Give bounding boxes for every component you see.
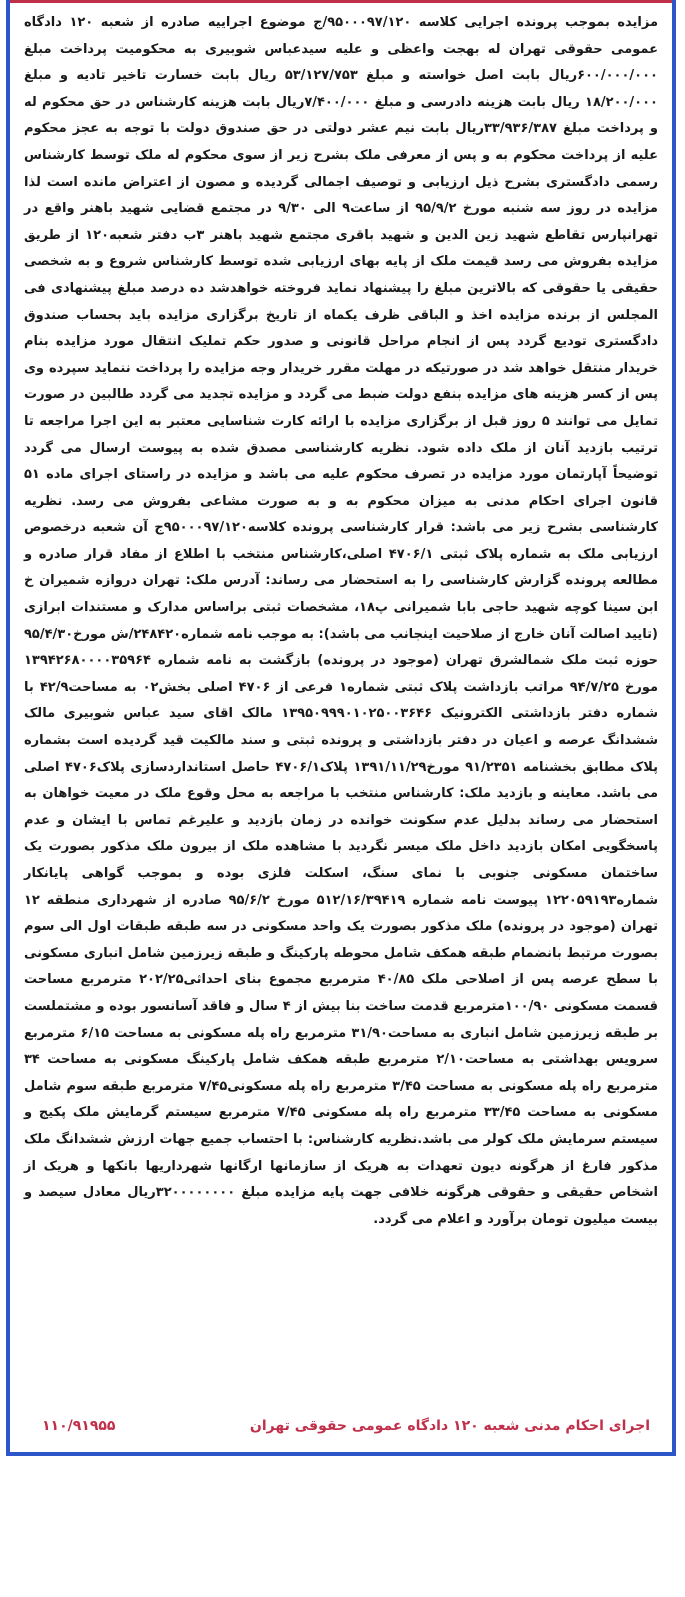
notice-code: ۱۱۰/۹۱۹۵۵ xyxy=(42,1418,116,1434)
notice-footer xyxy=(24,1412,658,1440)
top-divider xyxy=(10,0,672,3)
notice-body-text: مزایده بموجب پرونده اجرایی کلاسه ۹۵۰۰۰۹۷/۱۲۰/ج موضوع اجراییه صادره از شعبه ۱۲۰ دادگاه عمومی حقوقی تهران له بهجت واعظی و علیه سیدعباس شوبیری به محکومیت پرداخت مبلغ ۶۰۰/۰۰۰/۰۰۰ریال بابت اصل خواسته و مبلغ ۵۳/۱۲۷/۷۵۳ ریال بابت خسارت تاخیر تادیه و مبلغ ۱۸/۲۰۰/۰۰۰ ریال بابت هزینه دادرسی و مبلغ ۷/۴۰۰/۰۰۰ریال بابت هزینه کارشناس در حق محکوم له و پرداخت مبلغ ۳۳/۹۳۶/۳۸۷ریال بابت نیم عشر دولتی در حق صندوق دولت با توجه به عجز محکوم علیه از پرداخت محکوم به و پس از معرفی ملک بشرح زیر از سوی محکوم له ملک توسط کارشناس رسمی دادگستری بشرح ذیل ارزیابی و توصیف اجمالی گردیده و مصون از اعتراض مانده است لذا مزایده در روز سه شنبه مورخ ۹۵/۹/۲ از ساعت۹ الی ۹/۳۰ در مجتمع قضایی شهید باهنر واقع در تهرانپارس تقاطع شهید زین الدین و شهید باقری مجتمع شهید باهنر ۳ب دفتر شعبه۱۲۰ از طریق مزایده بفروش می رسد قیمت ملک از پایه بهای ارزیابی شده توسط کارشناس شروع و به شخصی حقیقی یا حقوقی که بالاترین مبلغ را پیشنهاد نماید فروخته خواهدشد ده درصد مبلغ پیشنهادی فی المجلس از برنده مزایده اخذ و الباقی ظرف یکماه از تاریخ برگزاری مزایده باید بحساب صندوق دادگستری تودیع گردد پس از انجام مراحل قانونی و صدور حکم تملیک انتقال مورد مزایده بنام خریدار منتقل خواهد شد در صورتیکه در مهلت مقرر خریدار وجه مزایده را پرداخت ننماید سپرده وی پس از کسر هزینه های مزایده بنفع دولت ضبط می گردد و مزایده تجدید می گردد طالبین در صورت تمایل می توانند ۵ روز قبل از برگزاری مزایده با ارائه کارت شناسایی معتبر به این اجرا مراجعه تا ترتیب بازدید آنان از ملک داده شود. نظریه کارشناسی مصدق شده به پیوست ارسال می گردد توضیحاً آپارتمان مورد مزایده در تصرف محکوم علیه می باشد و مزایده در راستای اجرای ماده ۵۱ قانون اجرای احکام مدنی به میزان محکوم به و به صورت مشاعی بفروش می رسد. نظریه کارشناسی بشرح زیر می باشد: قرار کارشناسی پرونده کلاسه۹۵۰۰۰۹۷/۱۲۰ج آن شعبه درخصوص ارزیابی ملک به شماره پلاک ثبتی ۴۷۰۶/۱ اصلی،کارشناس منتخب با اطلاع از مفاد قرار صادره و مطالعه پرونده گزارش کارشناسی را به استحضار می رساند: آدرس ملک: تهران دروازه شمیران خ ابن سینا کوچه شهید حاجی بابا شمیرانی پ۱۸، مشخصات ثبتی براساس مدارک و مستندات ابرازی (تایید اصالت آنان خارج از صلاحیت اینجانب می باشد): به موجب نامه شماره۲۴۸۴۲۰/ش مورخ۹۵/۴/۳۰ حوزه ثبت ملک شمالشرق تهران (موجود در پرونده) بازگشت به نامه شماره ۱۳۹۴۲۶۸۰۰۰۰۳۵۹۶۴ مورخ ۹۴/۷/۲۵ مراتب بازداشت پلاک ثبتی شماره۱ فرعی از ۴۷۰۶ اصلی بخش۰۲ به مساحت۴۲/۹ با شماره دفتر بازداشتی الکترونیک ۱۳۹۵۰۹۹۹۰۱۰۲۵۰۰۳۶۴۶ مالک اقای سید عباس شوبیری مالک ششدانگ عرصه و اعیان در دفتر بازداشتی و پرونده ثبتی و سند مالکیت قید گردیده است بشماره پلاک مطابق بخشنامه ۹۱/۲۳۵۱ مورخ۱۳۹۱/۱۱/۲۹ پلاک۴۷۰۶/۱ حاصل استانداردسازی پلاک۴۷۰۶ اصلی می باشد. معاینه و بازدید ملک: کارشناس منتخب با مراجعه به محل وقوع ملک در معیت خواهان به استحضار می رساند بدلیل عدم سکونت خوانده در زمان بازدید و علیرغم تماس با ایشان و عدم پاسخگویی امکان بازدید داخل ملک میسر نگردید با مشاهده ملک از بیرون ملک مذکور بصورت یک ساختمان مسکونی جنوبی با نمای سنگ، اسکلت فلزی بوده و بموجب گواهی پایانکار شماره۱۲۲۰۵۹۱۹۳ پیوست نامه شماره ۵۱۲/۱۶/۳۹۴۱۹ مورخ ۹۵/۶/۲ صادره از شهرداری منطقه ۱۲ تهران (موجود در پرونده) ملک مذکور بصورت یک واحد مسکونی در سه طبقه طبقات اول الی سوم بصورت مرتبط بانضمام طبقه همکف شامل محوطه پارکینگ و طبقه زیرزمین شامل انباری مسکونی با سطح عرصه پس از اصلاحی ملک ۴۰/۸۵ مترمربع مجموع بنای احداثی۲۰۲/۲۵ مترمربع مساحت قسمت مسکونی ۱۰۰/۹۰مترمربع قدمت ساخت بنا بیش از ۴ سال و فاقد آسانسور بوده و مشتملست بر طبقه زیرزمین شامل انباری به مساحت۳۱/۹۰ مترمربع راه پله مسکونی به مساحت ۶/۱۵ مترمربع سرویس بهداشتی به مساحت۲/۱۰ مترمربع طبقه همکف شامل پارکینگ مسکونی به مساحت ۳۴ مترمربع راه پله مسکونی به مساحت ۳/۴۵ مترمربع راه پله مسکونی۷/۴۵ مترمربع طبقه سوم شامل مسکونی به مساحت ۳۳/۴۵ مترمربع راه پله مسکونی ۷/۴۵ مترمربع سیستم گرمایش ملک پکیج و سیستم سرمایش ملک کولر می باشد.نظریه کارشناس: با احتساب جمیع جهات ارزش ششدانگ ملک مذکور فارغ از هرگونه دیون تعهدات به هریک از سازمانها ارگانها شهرداریها بانکها و هریک از اشخاص حقیقی و حقوقی هرگونه خلافی جهت پایه مزایده مبلغ ۳۲۰۰۰۰۰۰۰۰ریال معادل سیصد و بیست میلیون تومان برآورد و اعلام می گردد. xyxy=(24,15,659,1227)
notice-frame xyxy=(6,0,676,1456)
issuer-name: اجرای احکام مدنی شعبه ۱۲۰ دادگاه عمومی حقوقی تهران xyxy=(249,1418,650,1434)
